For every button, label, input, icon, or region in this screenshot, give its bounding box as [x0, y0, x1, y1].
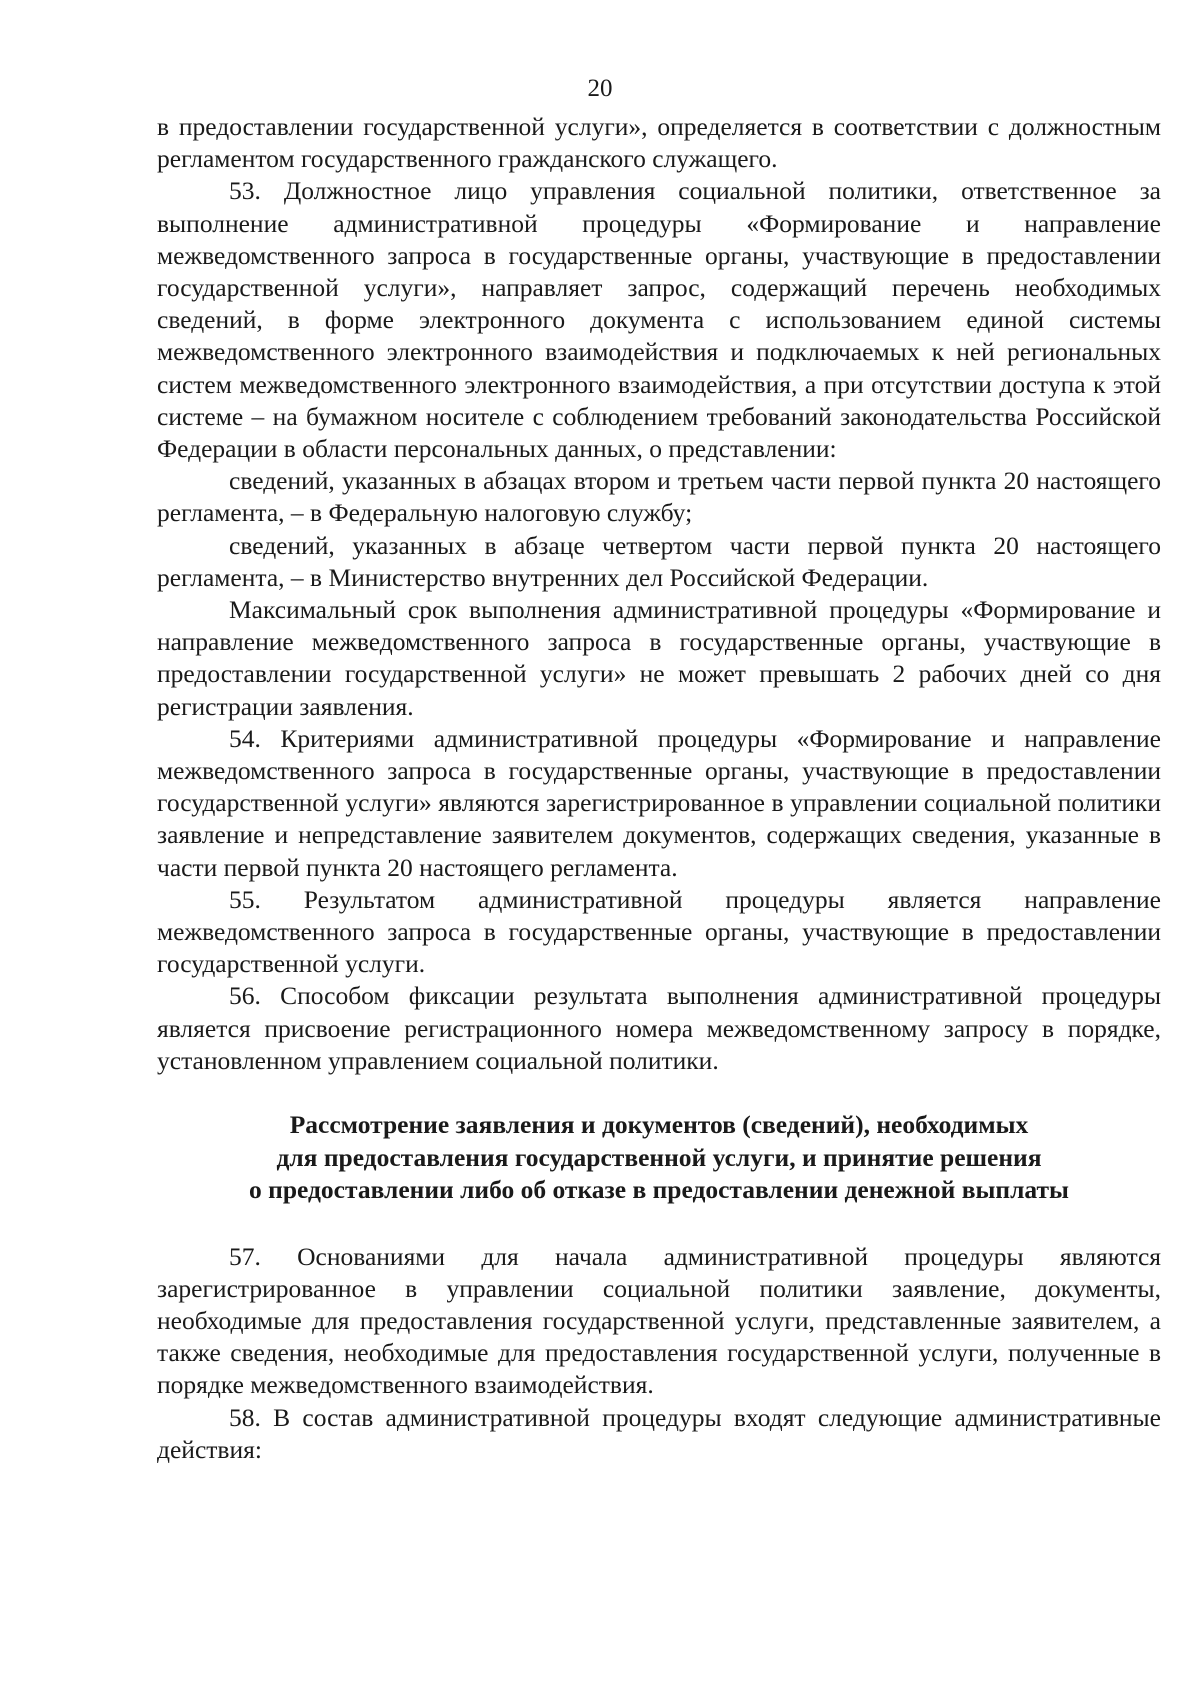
paragraphs-after-heading: [157, 1241, 1161, 1466]
section-heading-line: для предоставления государственной услуги, и принятие решения: [276, 1142, 1042, 1172]
page-number: 20: [587, 75, 613, 102]
paragraph: 56. Способом фиксации результата выполнения административной процедуры является присвоение регистрационного номера межведомственному запросу в порядке, установленном управлением социальной политики.: [157, 981, 1161, 1075]
paragraph: 53. Должностное лицо управления социальной политики, ответственное за выполнение административной процедуры «Формирование и направление межведомственного запроса в государственные органы, участвующие в предоставлении государственной услуги», направляет запрос, содержащий перечень необходимых сведений, в форме электронного документа с использованием единой системы межведомственного электронного взаимодействия и подключаемых к ней региональных систем межведомственного электронного взаимодействия, а при отсутствии доступа к этой системе – на бумажном носителе с соблюдением требований законодательства Российской Федерации в области персональных данных, о представлении:: [157, 176, 1161, 464]
section-heading: [157, 1109, 1161, 1207]
paragraph: 57. Основаниями для начала административной процедуры являются зарегистрированное в управлении социальной политики заявление, документы, необходимые для предоставления государственной услуги, представленные заявителем, а также сведения, необходимые для предоставления государственной услуги, полученные в порядке межведомственного взаимодействия.: [157, 1241, 1161, 1400]
paragraph: 54. Критериями административной процедуры «Формирование и направление межведомственного запроса в государственные органы, участвующие в предоставлении государственной услуги» являются зарегистрированное в управлении социальной политики заявление и непредставление заявителем документов, содержащих сведения, указанные в части первой пункта 20 настоящего регламента.: [157, 723, 1161, 882]
paragraph: сведений, указанных в абзаце четвертом части первой пункта 20 настоящего регламента, – в Министерство внутренних дел Российской Федерации.: [157, 530, 1161, 592]
paragraphs-before-heading: [157, 111, 1161, 1077]
paragraph: сведений, указанных в абзацах втором и третьем части первой пункта 20 настоящего регламента, – в Федеральную налоговую службу;: [157, 466, 1161, 528]
paragraph: Максимальный срок выполнения административной процедуры «Формирование и направление межведомственного запроса в государственные органы, участвующие в предоставлении государственной услуги» не может превышать 2 рабочих дней со дня регистрации заявления.: [157, 595, 1161, 721]
document-body: [157, 111, 1161, 1466]
paragraph: 55. Результатом административной процедуры является направление межведомственного запроса в государственные органы, участвующие в предоставлении государственной услуги.: [157, 884, 1161, 979]
paragraph: в предоставлении государственной услуги», определяется в соответствии с должностным регламентом государственного гражданского служащего.: [157, 112, 1161, 174]
section-heading-line: Рассмотрение заявления и документов (сведений), необходимых: [289, 1110, 1029, 1140]
paragraph: 58. В состав административной процедуры входят следующие административные действия:: [157, 1402, 1161, 1464]
section-heading-line: о предоставлении либо об отказе в предоставлении денежной выплаты: [249, 1175, 1069, 1205]
